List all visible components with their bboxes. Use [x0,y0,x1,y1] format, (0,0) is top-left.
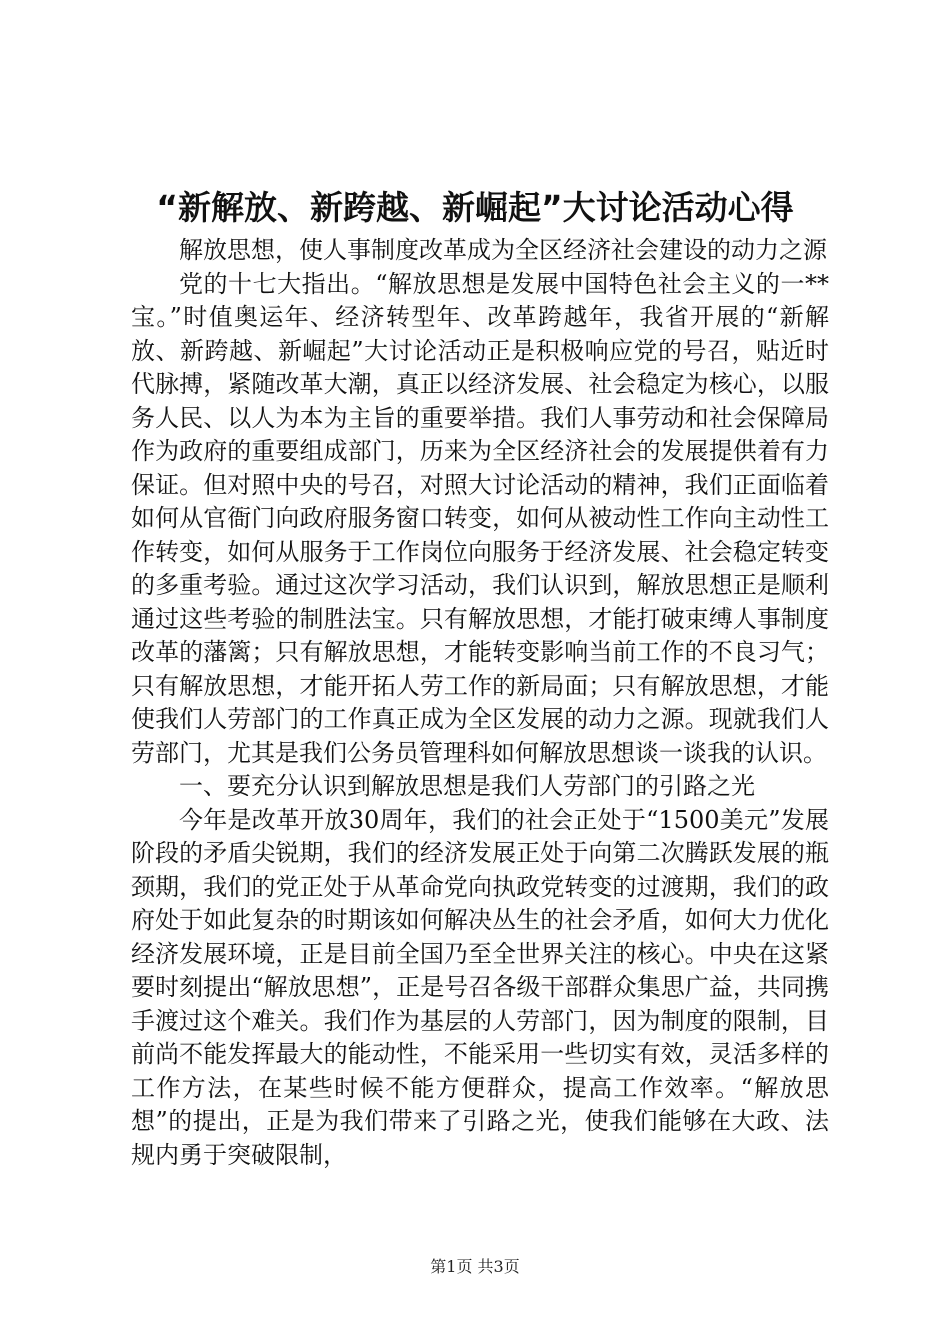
paragraph-section-1: 今年是改革开放30周年，我们的社会正处于“1500美元”发展阶段的矛盾尖锐期，我们的经济发展正处于向第二次腾跃发展的瓶颈期，我们的党正处于从革命党向执政党转变的过渡期，我们的政府处于如此复杂的时期该如何解决丛生的社会矛盾，如何大力优化经济发展环境，正是目前全国乃至全世界关注的核心。中央在这紧要时刻提出“解放思想”，正是号召各级干部群众集思广益，共同携手渡过这个难关。我们作为基层的人劳部门，因为制度的限制，目前尚不能发挥最大的能动性，不能采用一些切实有效，灵活多样的工作方法，在某些时候不能方便群众，提高工作效率。“解放思想”的提出，正是为我们带来了引路之光，使我们能够在大政、法规内勇于突破限制， [131,805,829,1169]
paragraph-intro: 党的十七大指出。“解放思想是发展中国特色社会主义的一**宝。”时值奥运年、经济转型年、改革跨越年，我省开展的“新解放、新跨越、新崛起”大讨论活动正是积极响应党的号召，贴近时代脉搏，紧随改革大潮，真正以经济发展、社会稳定为核心，以服务人民、以人为本为主旨的重要举措。我们人事劳动和社会保障局作为政府的重要组成部门，历来为全区经济社会的发展提供着有力保证。但对照中央的号召，对照大讨论活动的精神，我们正面临着如何从官衙门向政府服务窗口转变，如何从被动性工作向主动性工作转变，如何从服务于工作岗位向服务于经济发展、社会稳定转变的多重考验。通过这次学习活动，我们认识到，解放思想正是顺利通过这些考验的制胜法宝。只有解放思想，才能打破束缚人事制度改革的藩篱；只有解放思想，才能转变影响当前工作的不良习气；只有解放思想，才能开拓人劳工作的新局面；只有解放思想，才能使我们人劳部门的工作真正成为全区发展的动力之源。现就我们人劳部门，尤其是我们公务员管理科如何解放思想谈一谈我的认识。 [131,269,829,767]
document-title: “新解放、新跨越、新崛起”大讨论活动心得 [156,188,794,227]
paragraph-subtitle: 解放思想，使人事制度改革成为全区经济社会建设的动力之源 [179,236,827,264]
document-body [131,234,829,1172]
page-footer: 第1页 共3页 [430,1257,520,1276]
section-heading-1: 一、要充分认识到解放思想是我们人劳部门的引路之光 [179,772,755,800]
